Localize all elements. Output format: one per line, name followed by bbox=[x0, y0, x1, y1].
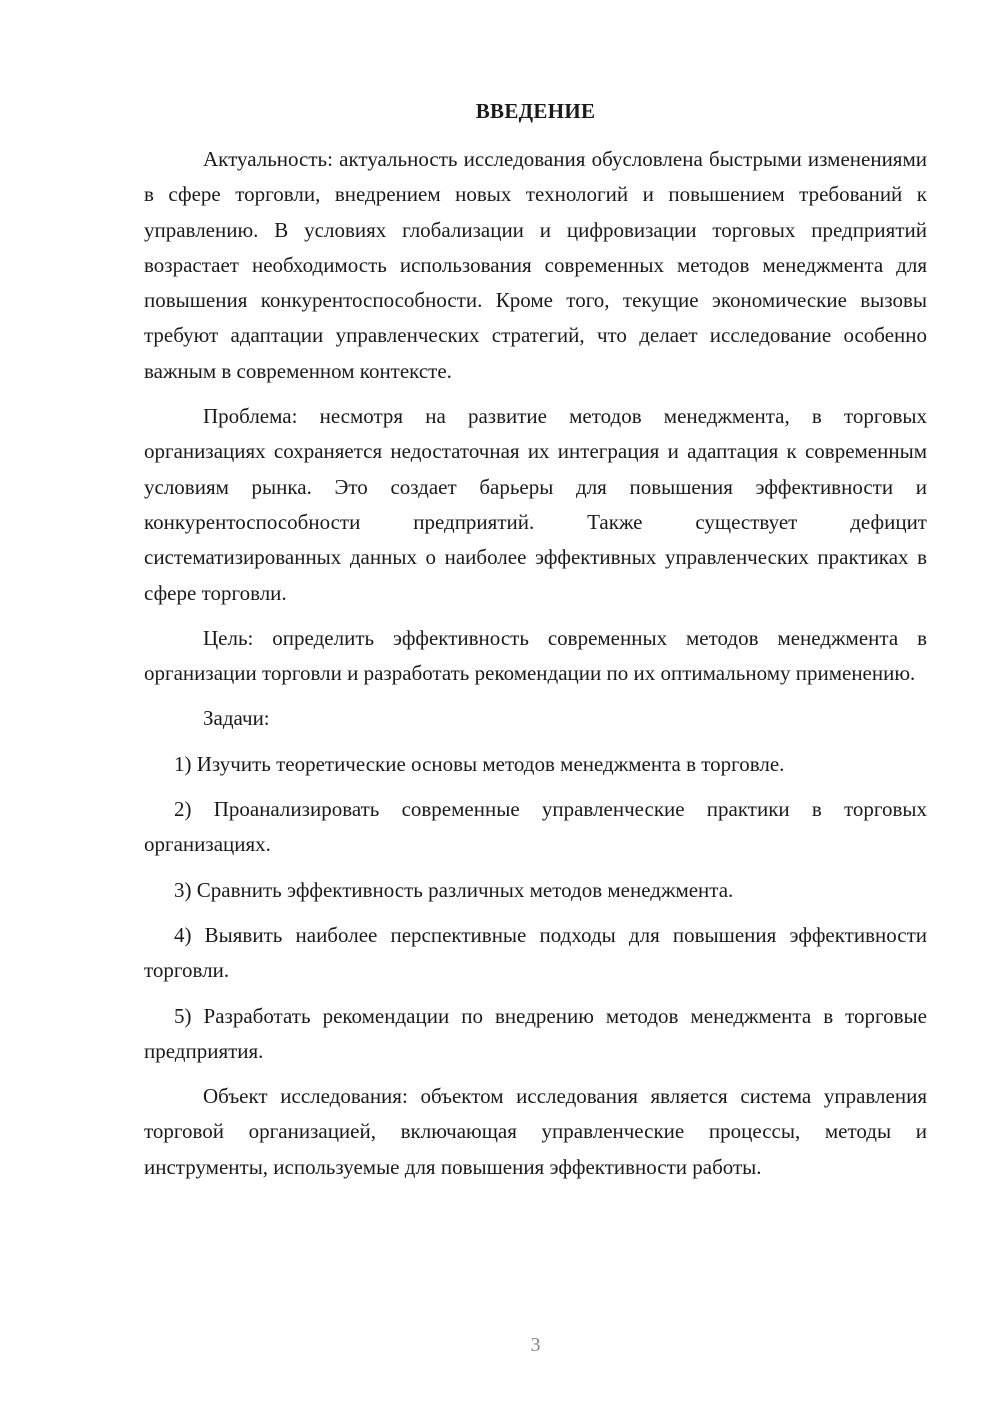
document-page bbox=[144, 0, 927, 1414]
paragraph-tasks-heading: Задачи: bbox=[203, 706, 270, 731]
task-item-5: 5) Разработать рекомендации по внедрению методов менеджмента в торговые предприятия. bbox=[144, 1003, 927, 1063]
section-title: ВВЕДЕНИЕ bbox=[475, 99, 596, 123]
task-item-4: 4) Выявить наиболее перспективные подходы для повышения эффективности торговли. bbox=[144, 922, 927, 983]
task-item-1: 1) Изучить теоретические основы методов менеджмента в торговле. bbox=[174, 751, 785, 776]
task-item-2: 2) Проанализировать современные управленческие практики в торговых организациях. bbox=[144, 797, 927, 857]
task-item-3: 3) Сравнить эффективность различных методов менеджмента. bbox=[174, 877, 734, 902]
paragraph-problem: Проблема: несмотря на развитие методов менеджмента, в торговых организациях сохраняется недостаточная их интеграция и адаптация к современным условиям рынка. Это создает барьеры для повышения эффективности и конкурентоспособности предприятий. Также существует дефицит систематизированных данных о наиболее эффективных управленческих практиках в сфере торговли. bbox=[144, 404, 927, 605]
paragraph-goal: Цель: определить эффективность современных методов менеджмента в организации торговли и разработать рекомендации по их оптимальному применению. bbox=[144, 625, 927, 686]
paragraph-object: Объект исследования: объектом исследования является система управления торговой организацией, включающая управленческие процессы, методы и инструменты, используемые для повышения эффективности работы. bbox=[144, 1084, 927, 1179]
document-body bbox=[144, 142, 927, 1195]
paragraph-relevance: Актуальность: актуальность исследования обусловлена быстрыми изменениями в сфере торговли, внедрением новых технологий и повышением требований к управлению. В условиях глобализации и цифровизации торговых предприятий возрастает необходимость использования современных методов менеджмента для повышения конкурентоспособности. Кроме того, текущие экономические вызовы требуют адаптации управленческих стратегий, что делает исследование особенно важным в современном контексте. bbox=[144, 147, 927, 383]
page-number: 3 bbox=[530, 1334, 541, 1356]
